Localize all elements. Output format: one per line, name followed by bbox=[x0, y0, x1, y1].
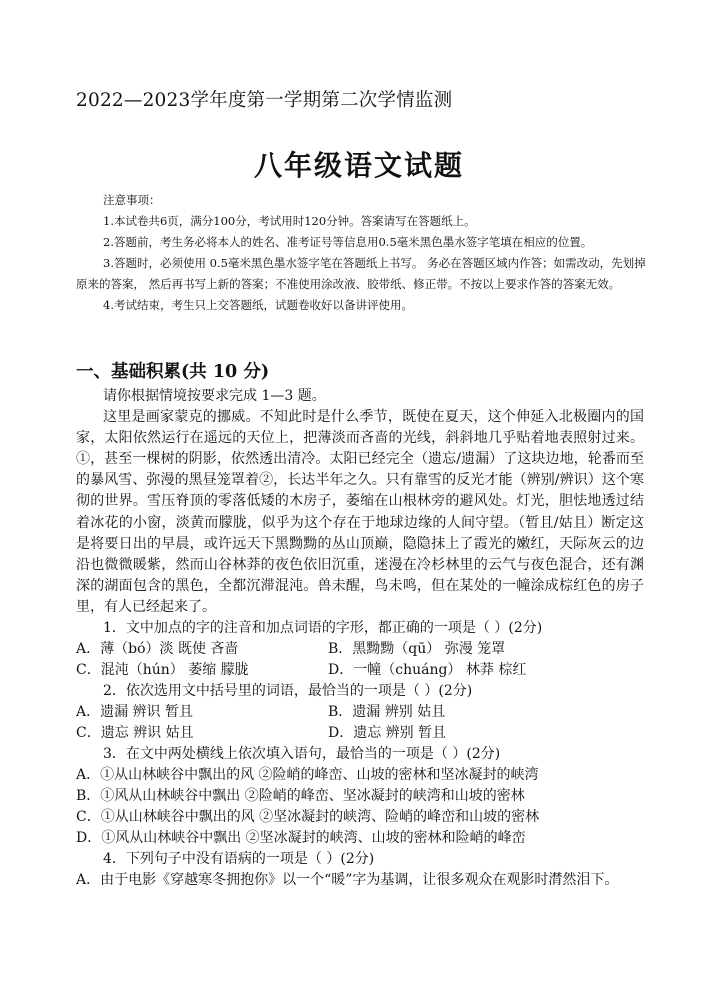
q2-option-c: C．遗忘 辨识 姑且 bbox=[76, 725, 194, 741]
note-item-4: 4.考试结束，考生只上交答题纸，试题卷收好以备讲评使用。 bbox=[103, 298, 413, 312]
notes-block bbox=[76, 190, 646, 316]
note-item-1: 1.本试卷共6页，满分100分，考试用时120分钟。答案请写在答题纸上。 bbox=[103, 214, 476, 228]
question-3-stem: 3．在文中两处横线上依次填入语句，最恰当的一项是（ ）(2分) bbox=[103, 746, 501, 762]
q4-option-a: A．由于电影《穿越寒冬拥抱你》以一个“暖”字为基调，让很多观众在观影时潸然泪下。 bbox=[76, 872, 619, 888]
section-instruction: 请你根据情境按要求完成 1—3 题。 bbox=[103, 388, 326, 404]
q3-option-c: C．①从山林峡谷中飘出的风 ②坚冰凝封的峡湾、险峭的峰峦和山坡的密林 bbox=[76, 809, 540, 825]
question-1 bbox=[76, 618, 646, 681]
q1-option-c: C．混沌（hún） 萎缩 朦胧 bbox=[76, 662, 249, 678]
note-item-2: 2.答题前，考生务必将本人的姓名、准考证号等信息用0.5毫米黑色墨水签字笔填在相应的位置。 bbox=[103, 235, 593, 249]
question-4-stem: 4．下列句子中没有语病的一项是（ ）(2分) bbox=[103, 851, 375, 867]
q1-option-d: D．一幢（chuáng） 林莽 棕红 bbox=[328, 662, 527, 678]
q2-option-b: B．遗漏 辨别 姑且 bbox=[328, 704, 446, 720]
q1-option-b: B．黑黝黝（qū） 弥漫 笼罩 bbox=[328, 641, 506, 657]
note-item-3: 3.答题时，必须使用 0.5毫米黑色墨水签字笔在答题纸上书写。 务必在答题区域内作答；如需改动，先划掉原来的答案， 然后再书写上新的答案；不准使用涂改液、胶带纸、修正带。不按以上要求作答的答案无效。 bbox=[76, 256, 646, 291]
q3-option-d: D．①风从山林峡谷中飘出 ②坚冰凝封的峡湾、山坡的密林和险峭的峰峦 bbox=[76, 830, 526, 846]
q1-option-a: A．薄（bó）淡 既使 吝啬 bbox=[76, 641, 239, 657]
section-title: 一、基础积累(共 10 分) bbox=[76, 362, 270, 382]
question-2 bbox=[76, 681, 646, 744]
question-4 bbox=[76, 849, 646, 891]
q2-option-d: D．遗忘 辨别 暂且 bbox=[328, 725, 447, 741]
question-1-stem: 1．文中加点的字的注音和加点词语的字形，都正确的一项是（ ）(2分) bbox=[103, 620, 543, 636]
exam-header: 2022—2023学年度第一学期第二次学情监测 bbox=[76, 90, 453, 111]
q3-option-b: B．①风从山林峡谷中飘出 ②险峭的峰峦、坚冰凝封的峡湾和山坡的密林 bbox=[76, 788, 525, 804]
question-2-stem: 2．依次选用文中括号里的词语，最恰当的一项是（ ）(2分) bbox=[103, 683, 473, 699]
question-3 bbox=[76, 744, 646, 849]
q2-option-a: A．遗漏 辨识 暂且 bbox=[76, 704, 194, 720]
passage-text: 这里是画家蒙克的挪威。不知此时是什么季节，既使在夏天，这个伸延入北极圈内的国家，太阳依然运行在遥远的天位上，把薄淡而吝啬的光线，斜斜地几乎贴着地表照射过来。①，甚至一棵树的阴影，依然透出清冷。太阳已经完全（遗忘/遗漏）了这块边地，轮番而至的暴风雪、弥漫的黑昼笼罩着②，长达半年之久。只有靠雪的反光才能（辨别/辨识）这个寒彻的世界。雪压脊顶的零落低矮的木房子，萎缩在山根林旁的避风处。灯光，胆怯地透过结着冰花的小窗，淡黄而朦胧，似乎为这个存在于地球边缘的人间守望。（暂且/姑且）断定这是将要日出的早晨，或许远天下黑黝黝的丛山顶巅，隐隐抹上了霞光的嫩红，天际灰云的边沿也微微暖紫，然而山谷林莽的夜色依旧沉重，迷漫在冷杉林里的云气与夜色混合，还有渊深的湖面包含的黑色，全都沉滞混沌。兽未醒，鸟未鸣，但在某处的一幢涂成棕红色的房子里，有人已经起来了。 bbox=[76, 409, 644, 615]
exam-title: 八年级语文试题 bbox=[253, 149, 464, 182]
notes-heading: 注意事项： bbox=[103, 193, 161, 207]
q3-option-a: A．①从山林峡谷中飘出的风 ②险峭的峰峦、山坡的密林和坚冰凝封的峡湾 bbox=[76, 767, 539, 783]
reading-passage bbox=[76, 386, 644, 618]
